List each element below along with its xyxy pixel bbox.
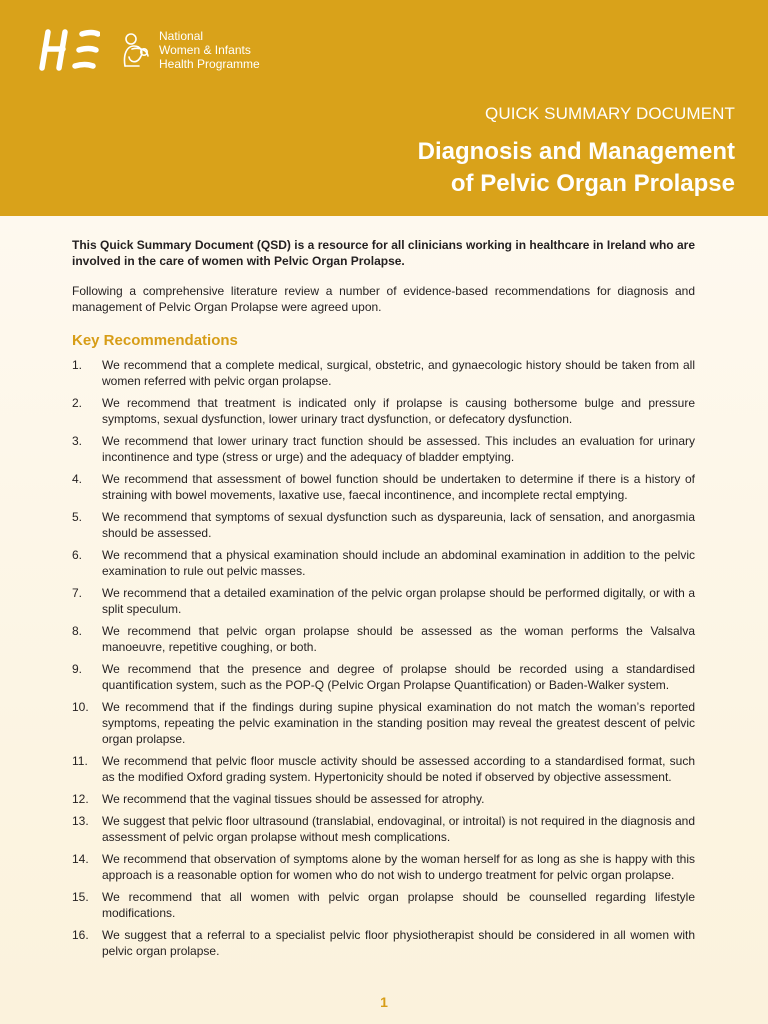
header-band <box>0 0 768 216</box>
recommendation-text: We recommend that the vaginal tissues should be assessed for atrophy. <box>102 792 485 806</box>
recommendation-number: 11. <box>72 754 88 768</box>
recommendation-item <box>72 813 695 845</box>
recommendation-number: 6. <box>72 548 83 562</box>
recommendation-item <box>72 395 695 427</box>
recommendation-text: We recommend that observation of symptoms alone by the woman herself for as long as she is happy with this approach is a reasonable option for women who do not wish to undergo treatment for pelvic organ prolapse. <box>102 852 695 882</box>
recommendation-item <box>72 753 695 785</box>
recommendation-number: 8. <box>72 624 83 638</box>
recommendation-number: 10. <box>72 700 89 714</box>
organisation-name <box>159 29 260 71</box>
document-type: QUICK SUMMARY DOCUMENT <box>485 104 735 123</box>
recommendation-number: 4. <box>72 472 83 486</box>
recommendation-number: 1. <box>72 358 83 372</box>
recommendation-item <box>72 661 695 693</box>
recommendation-number: 16. <box>72 928 89 942</box>
recommendation-text: We recommend that if the findings during supine physical examination do not match the woman’s reported symptoms, repeating the pelvic examination in the standing position may reveal the greatest descent of pelvic organ prolapse. <box>102 700 695 746</box>
recommendation-text: We recommend that assessment of bowel function should be undertaken to determine if there is a history of straining with bowel movements, laxative use, faecal incontinence, and incomplete rectal emptying. <box>102 472 695 502</box>
recommendation-text: We recommend that the presence and degree of prolapse should be recorded using a standardised quantification system, such as the POP-Q (Pelvic Organ Prolapse Quantification) or Baden-Walker system. <box>102 662 695 692</box>
org-name-line: Women & Infants <box>159 43 251 57</box>
recommendation-number: 5. <box>72 510 83 524</box>
recommendation-text: We recommend that pelvic organ prolapse should be assessed as the woman performs the Valsalva manoeuvre, repetitive coughing, or both. <box>102 624 695 654</box>
document-title <box>215 136 735 200</box>
recommendation-text: We recommend that all women with pelvic organ prolapse should be counselled regarding lifestyle modifications. <box>102 890 695 920</box>
recommendation-item <box>72 699 695 747</box>
hse-logo <box>38 28 100 72</box>
recommendation-number: 7. <box>72 586 83 600</box>
org-name-line: Health Programme <box>159 57 260 71</box>
recommendation-item <box>72 791 695 807</box>
recommendation-text: We suggest that a referral to a specialist pelvic floor physiotherapist should be considered in all women with pelvic organ prolapse. <box>102 928 695 958</box>
recommendation-item <box>72 357 695 389</box>
recommendation-item <box>72 585 695 617</box>
recommendation-number: 12. <box>72 792 89 806</box>
title-line: of Pelvic Organ Prolapse <box>450 170 735 197</box>
recommendation-text: We recommend that pelvic floor muscle activity should be assessed according to a standardised format, such as the modified Oxford grading system. Hypertonicity should be noted if observed by objective assessment. <box>102 754 695 784</box>
recommendation-text: We recommend that treatment is indicated only if prolapse is causing bothersome bulge and pressure symptoms, sexual dysfunction, lower urinary tract dysfunction, or defecatory dysfunction. <box>102 396 695 426</box>
recommendation-item <box>72 471 695 503</box>
recommendation-text: We recommend that a physical examination should include an abdominal examination in addition to the pelvic examination to rule out pelvic masses. <box>102 548 695 578</box>
recommendation-item <box>72 927 695 959</box>
recommendation-number: 13. <box>72 814 89 828</box>
recommendation-number: 9. <box>72 662 83 676</box>
recommendation-number: 2. <box>72 396 83 410</box>
recommendation-item <box>72 509 695 541</box>
recommendation-item <box>72 851 695 883</box>
recommendation-text: We recommend that symptoms of sexual dysfunction such as dyspareunia, lack of sensation, and anorgasmia should be assessed. <box>102 510 695 540</box>
recommendation-text: We recommend that a detailed examination of the pelvic organ prolapse should be performed digitally, or with a split speculum. <box>102 586 695 616</box>
intro-bold-paragraph: This Quick Summary Document (QSD) is a resource for all clinicians working in healthcare in Ireland who are involved in the care of women with Pelvic Organ Prolapse. <box>72 238 695 268</box>
org-name-line: National <box>159 29 204 43</box>
intro-paragraph: Following a comprehensive literature review a number of evidence-based recommendations for diagnosis and management of Pelvic Organ Prolapse were agreed upon. <box>72 284 695 314</box>
page-number: 1 <box>380 994 388 1010</box>
recommendations-list <box>72 357 695 965</box>
recommendation-item <box>72 547 695 579</box>
recommendation-number: 15. <box>72 890 89 904</box>
recommendation-item <box>72 889 695 921</box>
recommendation-item <box>72 623 695 655</box>
section-heading: Key Recommendations <box>72 332 238 349</box>
recommendation-number: 14. <box>72 852 89 866</box>
recommendation-text: We recommend that lower urinary tract function should be assessed. This includes an evaluation for urinary incontinence and type (stress or urge) and the adequacy of bladder emptying. <box>102 434 695 464</box>
recommendation-item <box>72 433 695 465</box>
recommendation-text: We suggest that pelvic floor ultrasound (translabial, endovaginal, or introital) is not required in the diagnosis and assessment of pelvic organ prolapse without mesh complications. <box>102 814 695 844</box>
content-area <box>0 216 768 1024</box>
recommendation-text: We recommend that a complete medical, surgical, obstetric, and gynaecologic history should be taken from all women referred with pelvic organ prolapse. <box>102 358 695 388</box>
title-line: Diagnosis and Management <box>417 138 735 165</box>
recommendation-number: 3. <box>72 434 83 448</box>
